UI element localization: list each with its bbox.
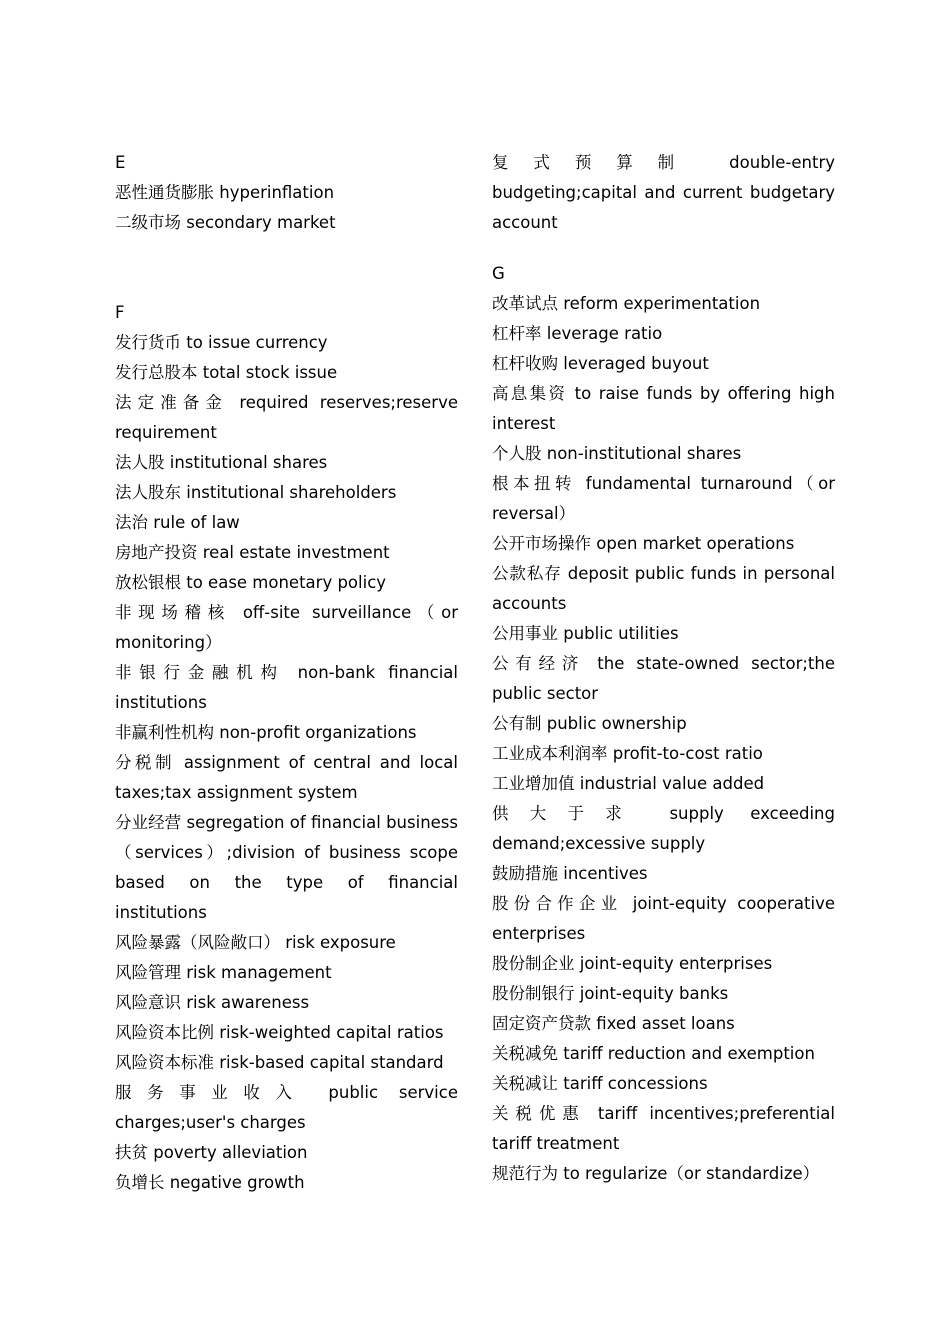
glossary-entry: 公款私存 deposit public funds in personal accounts: [492, 564, 835, 613]
glossary-entry: 风险资本标准 risk-based capital standard: [115, 1053, 444, 1072]
section-heading-f: F: [115, 303, 125, 322]
glossary-entry: 高息集资 to raise funds by offering high interest: [492, 384, 835, 433]
glossary-entry: 非赢利性机构 non-profit organizations: [115, 723, 417, 742]
glossary-entry: 非银行金融机构 non-bank financial institutions: [115, 663, 458, 712]
glossary-entry: 法人股 institutional shares: [115, 453, 328, 472]
glossary-entry: 供大于求 supply exceeding demand;excessive supply: [492, 804, 835, 853]
glossary-entry: 法人股东 institutional shareholders: [115, 483, 397, 502]
glossary-entry: 股份合作企业 joint-equity cooperative enterprises: [492, 894, 835, 943]
glossary-entry: 关税减让 tariff concessions: [492, 1074, 708, 1093]
glossary-entry: 工业成本利润率 profit-to-cost ratio: [492, 744, 763, 763]
glossary-entry: 发行货币 to issue currency: [115, 333, 328, 352]
glossary-entry: 风险暴露（风险敞口） risk exposure: [115, 933, 396, 952]
glossary-entry: 公有制 public ownership: [492, 714, 687, 733]
glossary-entry: 杠杆收购 leveraged buyout: [492, 354, 709, 373]
glossary-entry: 规范行为 to regularize（or standardize）: [492, 1164, 820, 1183]
glossary-entry: 工业增加值 industrial value added: [492, 774, 765, 793]
glossary-entry: 杠杆率 leverage ratio: [492, 324, 663, 343]
glossary-entry: 固定资产贷款 fixed asset loans: [492, 1014, 735, 1033]
glossary-entry: 服务事业收入 public service charges;user's charges: [115, 1083, 458, 1132]
glossary-entry: 股份制银行 joint-equity banks: [492, 984, 729, 1003]
glossary-entry: 风险资本比例 risk-weighted capital ratios: [115, 1023, 444, 1042]
glossary-entry: 股份制企业 joint-equity enterprises: [492, 954, 773, 973]
glossary-entry: 二级市场 secondary market: [115, 213, 336, 232]
glossary-entry: 关税减免 tariff reduction and exemption: [492, 1044, 815, 1063]
left-column: [115, 148, 458, 1198]
glossary-entry: 个人股 non-institutional shares: [492, 444, 742, 463]
glossary-entry: 公开市场操作 open market operations: [492, 534, 795, 553]
glossary-entry: 改革试点 reform experimentation: [492, 294, 761, 313]
glossary-entry: 根本扭转 fundamental turnaround（or reversal）: [492, 474, 835, 523]
glossary-entry: 公用事业 public utilities: [492, 624, 679, 643]
section-heading-g: G: [492, 264, 505, 283]
glossary-entry: 分业经营 segregation of financial business（services）;division of business scope based on the type of financial institutions: [115, 813, 458, 922]
glossary-entry: 复式预算制 double-entry budgeting;capital and current budgetary account: [492, 153, 835, 232]
glossary-entry: 分税制 assignment of central and local taxes;tax assignment system: [115, 753, 458, 802]
glossary-entry: 法治 rule of law: [115, 513, 240, 532]
glossary-entry: 公有经济 the state-owned sector;the public sector: [492, 654, 835, 703]
glossary-entry: 负增长 negative growth: [115, 1173, 305, 1192]
glossary-entry: 鼓励措施 incentives: [492, 864, 648, 883]
section-heading-e: E: [115, 153, 126, 172]
glossary-entry: 风险管理 risk management: [115, 963, 332, 982]
glossary-entry: 非现场稽核 off-site surveillance（or monitoring）: [115, 603, 458, 652]
glossary-entry: 法定准备金 required reserves;reserve requirement: [115, 393, 458, 442]
right-column: [492, 148, 835, 1189]
glossary-entry: 关税优惠 tariff incentives;preferential tariff treatment: [492, 1104, 835, 1153]
glossary-entry: 扶贫 poverty alleviation: [115, 1143, 308, 1162]
glossary-entry: 放松银根 to ease monetary policy: [115, 573, 387, 592]
glossary-entry: 房地产投资 real estate investment: [115, 543, 390, 562]
glossary-entry: 风险意识 risk awareness: [115, 993, 310, 1012]
glossary-entry: 恶性通货膨胀 hyperinflation: [115, 183, 335, 202]
glossary-entry: 发行总股本 total stock issue: [115, 363, 338, 382]
